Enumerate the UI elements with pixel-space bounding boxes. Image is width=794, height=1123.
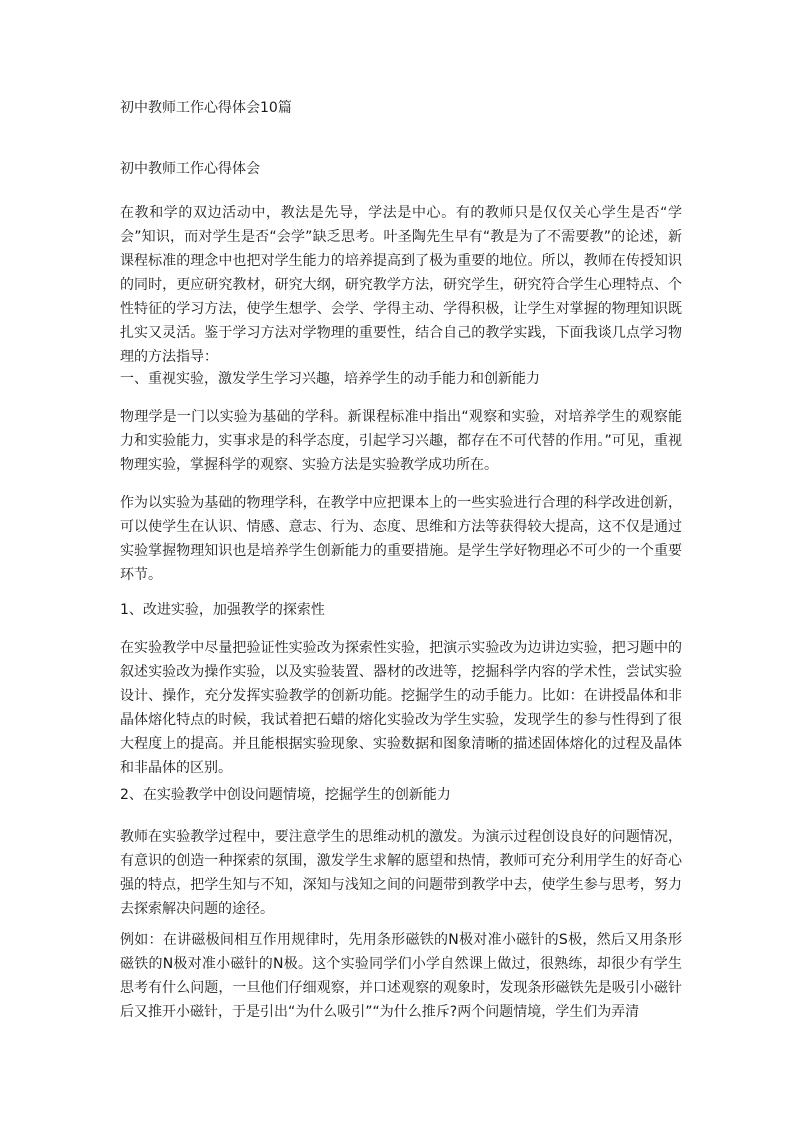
section-title: 初中教师工作心得体会 xyxy=(120,161,260,177)
paragraph-intro: 在教和学的双边活动中，教法是先导，学法是中心。有的教师只是仅仅关心学生是否“学会”知识，而对学生是否“会学”缺乏思考。叶圣陶先生早有“教是为了不需要教”的论述，新课程标准的理念中也把对学生能力的培养提高到了极为重要的地位。所以，教师在传授知识的同时，更应研究教材，研究大纲，研究教学方法，研究学生，研究符合学生心理特点、个性特征的学习方法，使学生想学、会学、学得主动、学得积极，让学生对掌握的物理知识既扎实又灵活。鉴于学习方法对学物理的重要性，结合自己的教学实践，下面我谈几点学习物理的方法指导： xyxy=(120,205,682,365)
document-title: 初中教师工作心得体会10篇 xyxy=(120,100,292,116)
heading-section-1: 一、重视实验，激发学生学习兴趣，培养学生的动手能力和创新能力 xyxy=(120,371,540,387)
paragraph-magnet-example: 例如：在讲磁极间相互作用规律时，先用条形磁铁的N极对准小磁针的S极，然后又用条形磁铁的N极对准小磁针的N极。这个实验同学们小学自然课上做过，很熟练，却很少有学生思考有什么问题，一旦他们仔细观察，并口述观察的观象时，发现条形磁铁先是吸引小磁针后又推开小磁针，于是引出“为什么吸引”“为什么推斥?两个问题情境，学生们为弄清 xyxy=(120,932,682,1020)
heading-subsection-2: 2、在实验教学中创设问题情境，挖掘学生的创新能力 xyxy=(120,787,451,803)
paragraph-problem-situation: 教师在实验教学过程中，要注意学生的思维动机的激发。为演示过程创设良好的问题情况，有意识的创造一种探索的氛围，激发学生求解的愿望和热情，教师可充分利用学生的好奇心强的特点，把学生知与不知，深知与浅知之间的问题带到教学中去，使学生参与思考，努力去探索解决问题的途径。 xyxy=(120,829,682,917)
heading-subsection-1: 1、改进实验，加强教学的探索性 xyxy=(120,602,325,618)
paragraph-experiment-innovation: 作为以实验为基础的物理学科，在教学中应把课本上的一些实验进行合理的科学改进创新，可以使学生在认识、情感、意志、行为、态度、思维和方法等获得较大提高，这不仅是通过实验掌握物理知识也是培养学生创新能力的重要措施。是学生学好物理必不可少的一个重要环节。 xyxy=(120,495,682,583)
paragraph-improve-experiment: 在实验教学中尽量把验证性实验改为探索性实验，把演示实验改为边讲边实验，把习题中的叙述实验改为操作实验，以及实验装置、器材的改进等，挖掘科学内容的学术性，尝试实验设计、操作，充分发挥实验教学的创新功能。挖掘学生的动手能力。比如：在讲授晶体和非晶体熔化特点的时候，我试着把石蜡的熔化实验改为学生实验，发现学生的参与性得到了很大程度上的提高。并且能根据实验现象、实验数据和图象清晰的描述固体熔化的过程及晶体和非晶体的区别。 xyxy=(120,640,682,776)
paragraph-physics-experiment: 物理学是一门以实验为基础的学科。新课程标准中指出“观察和实验，对培养学生的观察能力和实验能力，实事求是的科学态度，引起学习兴趣，都存在不可代替的作用。”可见，重视物理实验，掌握科学的观察、实验方法是实验教学成功所在。 xyxy=(120,409,682,473)
